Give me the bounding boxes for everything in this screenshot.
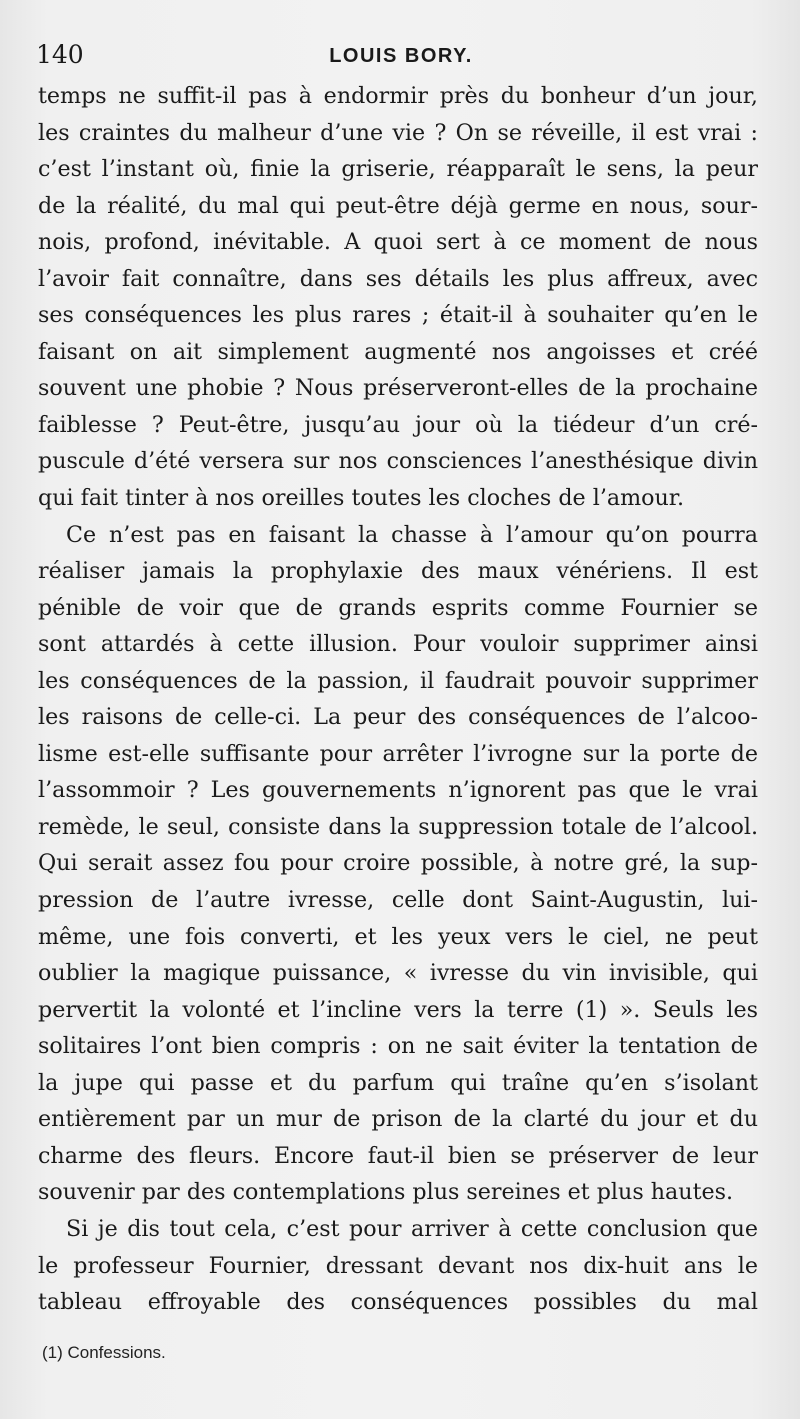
- text-line: de la réalité, du mal qui peut-être déjà germe en nous, sour-: [38, 192, 758, 219]
- footnote: (1) Confessions.: [42, 1343, 166, 1362]
- paragraph: [38, 78, 758, 517]
- text-line: pression de l’autre ivresse, celle dont Saint-Augustin, lui-: [38, 887, 758, 914]
- text-line: les raisons de celle-ci. La peur des conséquences de l’alcoo-: [38, 704, 758, 731]
- text-line: lisme est-elle suffisante pour arrêter l’ivrogne sur la porte de: [38, 740, 758, 767]
- text-line: réaliser jamais la prophylaxie des maux vénériens. Il est: [38, 558, 758, 585]
- text-line: les craintes du malheur d’une vie ? On se réveille, il est vrai :: [38, 119, 758, 146]
- text-line: Qui serait assez fou pour croire possible, à notre gré, la sup-: [38, 850, 758, 877]
- page-header: [36, 40, 766, 74]
- text-line: nois, profond, inévitable. A quoi sert à ce moment de nous: [38, 229, 758, 256]
- body-text: [38, 78, 758, 1321]
- text-line: puscule d’été versera sur nos consciences l’anesthésique divin: [38, 448, 758, 475]
- text-line: charme des fleurs. Encore faut-il bien se préserver de leur: [38, 1142, 758, 1169]
- page-number: 140: [36, 40, 84, 69]
- text-line: qui fait tinter à nos oreilles toutes les cloches de l’amour.: [38, 485, 685, 512]
- text-line: faiblesse ? Peut-être, jusqu’au jour où la tiédeur d’un cré-: [38, 411, 758, 438]
- text-line: Si je dis tout cela, c’est pour arriver à cette conclusion que: [66, 1215, 758, 1242]
- text-line: c’est l’instant où, finie la griserie, réapparaît le sens, la peur: [38, 156, 758, 183]
- text-line: l’avoir fait connaître, dans ses détails les plus affreux, avec: [38, 265, 758, 292]
- text-line: l’assommoir ? Les gouvernements n’ignorent pas que le vrai: [38, 777, 758, 804]
- text-line: souvenir par des contemplations plus sereines et plus hautes.: [38, 1179, 734, 1206]
- text-line: temps ne suffit-il pas à endormir près du bonheur d’un jour,: [38, 83, 758, 109]
- text-line: oublier la magique puissance, « ivresse du vin invisible, qui: [38, 960, 758, 987]
- text-line: entièrement par un mur de prison de la clarté du jour et du: [38, 1106, 758, 1133]
- text-line: solitaires l’ont bien compris : on ne sait éviter la tentation de: [38, 1033, 758, 1060]
- text-line: faisant on ait simplement augmenté nos angoisses et créé: [38, 338, 758, 365]
- text-line: la jupe qui passe et du parfum qui traîne qu’en s’isolant: [38, 1069, 758, 1096]
- text-line: les conséquences de la passion, il faudrait pouvoir supprimer: [38, 667, 758, 694]
- paragraph: [38, 517, 758, 1211]
- text-line: remède, le seul, consiste dans la suppression totale de l’alcool.: [38, 813, 758, 840]
- text-line: sont attardés à cette illusion. Pour vouloir supprimer ainsi: [38, 631, 758, 658]
- running-head: LOUIS BORY.: [329, 45, 473, 67]
- text-line: même, une fois converti, et les yeux vers le ciel, ne peut: [38, 923, 758, 950]
- text-line: Ce n’est pas en faisant la chasse à l’amour qu’on pourra: [66, 521, 758, 548]
- paragraph: [38, 1211, 758, 1321]
- text-line: ses conséquences les plus rares ; était-il à souhaiter qu’en le: [38, 302, 758, 329]
- text-line: souvent une phobie ? Nous préserveront-elles de la prochaine: [38, 375, 758, 402]
- text-line: tableau effroyable des conséquences possibles du mal: [38, 1289, 758, 1316]
- text-line: pénible de voir que de grands esprits comme Fournier se: [38, 594, 758, 621]
- text-line: le professeur Fournier, dressant devant nos dix-huit ans le: [38, 1252, 758, 1279]
- text-line: pervertit la volonté et l’incline vers la terre (1) ». Seuls les: [38, 996, 758, 1023]
